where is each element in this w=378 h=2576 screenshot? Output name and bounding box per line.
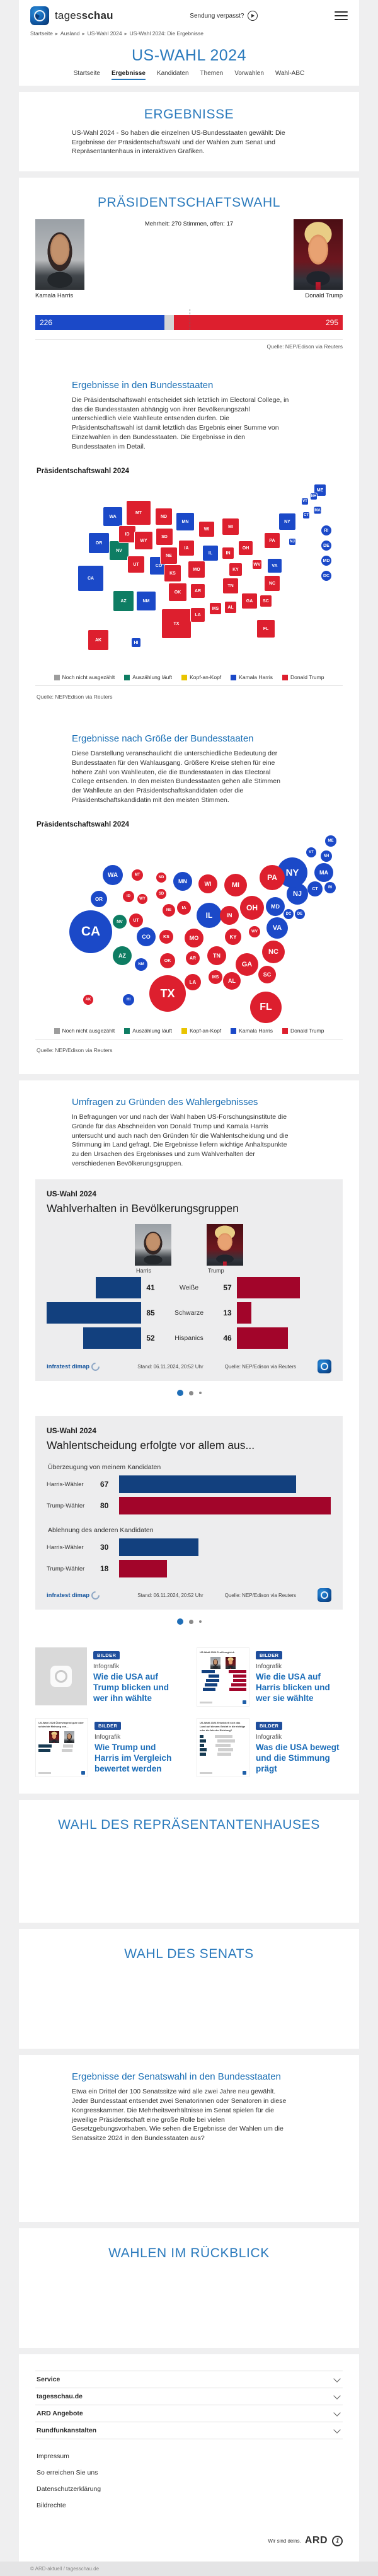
bubble-state-ME[interactable]: ME [325,835,336,847]
house-card [19,1800,359,1923]
demographics-rows [47,1276,331,1349]
map-state-FL[interactable]: FL [257,620,275,638]
us-states-map [35,478,343,667]
trump-bar [119,1560,167,1577]
bubble-state-WY[interactable]: WY [137,894,147,904]
infographic2-kicker: US-Wahl 2024 [47,1426,96,1436]
harris-value: 52 [146,1334,155,1343]
infographic-demographics [35,1179,343,1381]
legend-swatch-trump [282,675,288,680]
bubble-state-SC[interactable]: SC [258,966,276,983]
map-state-VT[interactable]: VT [302,500,307,504]
map-legend [35,668,343,685]
map-state-RI[interactable]: RI [321,525,331,535]
harris-photo-small [135,1224,171,1266]
map-state-AZ[interactable]: AZ [113,591,134,611]
map-state-TX[interactable]: TX [162,609,191,638]
legend-item: Kamala Harris [231,674,273,680]
carousel-dot[interactable] [189,1620,193,1624]
bubble-map-source: Quelle: NEP/Edison via Reuters [37,1047,113,1054]
bubble-state-VA[interactable]: VA [266,917,288,939]
senate-states-card [19,2055,359,2222]
legend-swatch-harris [231,675,236,680]
map-state-AR[interactable]: AR [191,584,205,598]
page-title: US-WAHL 2024 [132,47,246,64]
map-state-AL[interactable]: AL [225,602,236,613]
teaser-grid [35,1647,343,1794]
bubble-map-legend [35,1021,343,1039]
bubble-state-CA[interactable]: CA [69,910,112,953]
senate-states-text: Etwa ein Drittel der 100 Senatssitze wird alle zwei Jahre neu gewählt. Jeder Bundesstaat entsendet zwei Senatorinnen oder Senatoren in diese Kongresskammer. Die Mehrheitsverhältnisse im Senat spielen für die jeweilige Präsidentschaft eine große Rolle bei vielen Gesetzgebungsvorhaben. Wie sehen die Ergebnisse der Wahlen um die Senatssitze 2024 in den Bundesstaaten aus? [72,2088,287,2142]
bubble-state-MI[interactable]: MI [224,874,247,896]
bubble-state-AZ[interactable]: AZ [113,946,132,965]
size-heading: Ergebnisse nach Größe der Bundesstaaten [72,733,254,745]
legend-swatch-pending [54,675,60,680]
teaser-thumbnail-profile: US-Wahl 2024 Profilvergleich [197,1647,249,1707]
map-state-GA[interactable]: GA [242,593,257,609]
bubble-state-NM[interactable]: NM [135,958,147,971]
play-icon[interactable] [248,11,258,21]
bubble-state-MS[interactable]: MS [209,970,222,984]
chevron-down-icon [333,2392,340,2399]
bubble-state-WV[interactable]: WV [249,926,260,937]
donut-icon [89,1361,101,1372]
map-state-MS[interactable]: MS [210,603,221,614]
bubble-state-OK[interactable]: OK [160,953,175,968]
tab-wahl-abc[interactable]: Wahl-ABC [275,70,305,77]
teaser-4[interactable] [197,1718,343,1777]
ard-one-icon: 1 [331,2534,344,2548]
footer-accordion-rundfunkanstalten[interactable]: Rundfunkanstalten [35,2422,343,2439]
bubble-state-AL[interactable]: AL [223,972,241,990]
thumb-photo [226,1657,236,1669]
decision-groups [47,1463,331,1578]
teaser-kicker: Infografik [94,1734,121,1741]
map-state-MN[interactable]: MN [176,513,194,530]
harris-photo [35,219,84,290]
hamburger-menu-icon[interactable] [335,11,348,20]
map-state-VA[interactable]: VA [268,559,282,573]
map-state-AK[interactable]: AK [88,630,108,650]
bubble-state-NY[interactable]: NY [277,857,307,888]
decision-group-label: Überzeugung von meinem Kandidaten [48,1463,161,1472]
senate-states-heading: Ergebnisse der Senatswahl in den Bundesstaaten [72,2071,281,2083]
demographics-row [47,1276,331,1299]
trump-ev-count: 295 [325,318,338,328]
infographic2-stand: Stand: 06.11.2024, 20:52 Uhr [137,1592,203,1598]
copyright-bar: © ARD-aktuell / tagesschau.de [0,2562,378,2576]
electoral-college-bar[interactable] [35,315,343,330]
map-state-ID[interactable]: ID [119,526,135,542]
tagesschau-mini-logo [318,1360,331,1373]
trump-value: 46 [223,1334,232,1343]
trump-photo [294,219,343,290]
polls-card [19,1080,359,1794]
footer-accordion-tagesschau-de[interactable]: tagesschau.de [35,2388,343,2405]
bubble-state-KY[interactable]: KY [225,929,241,945]
bubble-state-PA[interactable]: PA [260,865,285,890]
polls-text: In Befragungen vor und nach der Wahl haben US-Forschungsinstitute die Gründe für das Abschneiden von Donald Trump und Kamala Harris untersucht und auch nach den Gründen für die Wahlentscheidung und die Stimmung im Land gefragt. Die Ergebnisse liefern wichtige Anhaltspunkte zu den Ursachen des Ergebnisses und zum Wahlverhalten der verschiedenen Bevölkerungsgruppen. [72,1113,289,1167]
teaser-kicker: Infografik [256,1663,282,1671]
teaser-kicker: Infografik [93,1663,120,1671]
polls-heading: Umfragen zu Gründen des Wahlergebnisses [72,1097,258,1108]
chevron-down-icon [333,2426,340,2433]
map-state-WV[interactable]: WV [253,560,261,569]
bubble-state-WA[interactable]: WA [103,865,123,885]
legend-item: Noch nicht ausgezählt [54,1028,115,1034]
legend-item: Kamala Harris [231,1028,273,1034]
category-label: Hispanics [175,1334,203,1342]
harris-value: 41 [146,1283,155,1293]
map-state-HI[interactable]: HI [132,638,140,647]
infographic1-source: Quelle: NEP/Edison via Reuters [224,1363,296,1370]
bubble-state-HI[interactable]: HI [123,994,134,1005]
bubble-state-CO[interactable]: CO [137,927,156,946]
carousel-dot[interactable] [189,1391,193,1395]
map-state-OH[interactable]: OH [239,541,253,555]
ard-logo: ARD [304,2535,328,2546]
legend-item: Auszählung läuft [124,1028,172,1034]
legend-swatch-counting [124,675,130,680]
bubble-state-LA[interactable]: LA [185,974,201,990]
breadcrumb-item[interactable]: US-Wahl 2024 [87,30,122,37]
teaser-thumbnail-mood: US-Wahl 2024 Entwickelt sich das Land auf diesem Gebiet in die richtige oder die falsche Richtung? [197,1718,249,1777]
map-state-MO[interactable]: MO [188,561,205,578]
map-state-PA[interactable]: PA [265,533,280,548]
carousel-dot[interactable] [199,1392,202,1394]
tagesschau-wordmark[interactable]: tagesschau [55,9,113,21]
bubble-state-OH[interactable]: OH [240,896,264,920]
teaser-title[interactable]: Wie Trump und Harris im Vergleich bewertet werden [94,1743,172,1774]
size-text: Diese Darstellung veranschaulicht die unterschiedliche Bedeutung der Bundesstaaten für den Wahlausgang. Größere Kreise stehen für eine höhere Zahl von Wahlleuten, die die Bundesstaaten in das Electoral College entsenden. In den meisten Bundesstaaten gehen alle Stimmen der Wahlleute an den Präsidentschaftskandidaten oder die Präsidentschaftskandidatin mit den meisten Stimmen. [72,750,280,804]
decision-row: Trump-Wähler 18 [47,1559,331,1578]
legend-item: Donald Trump [282,674,324,680]
map-state-NC[interactable]: NC [265,576,280,591]
legend-swatch-tossup [181,1028,187,1034]
map-state-MT[interactable]: MT [127,501,151,525]
map-state-WI[interactable]: WI [199,522,214,537]
majority-note: Mehrheit: 270 Stimmen, offen: 17 [144,220,234,228]
map-state-WY[interactable]: WY [135,532,152,549]
harris-bar [47,1302,141,1324]
category-label: Weiße [179,1284,199,1292]
bubble-state-CT[interactable]: CT [307,881,323,896]
ev-segment-Donald Trump[interactable] [174,315,343,330]
tab-ergebnisse[interactable]: Ergebnisse [112,70,146,80]
carousel-dots-1 [35,1385,343,1405]
decision-value: 18 [100,1564,109,1574]
teaser-1[interactable] [35,1647,181,1707]
bubble-state-SD[interactable]: SD [156,889,166,899]
bubble-state-TX[interactable]: TX [149,975,186,1012]
decision-value: 30 [100,1543,109,1552]
thumb-photo [64,1731,74,1743]
bubble-state-MN[interactable]: MN [173,872,192,891]
footer-link-bildrechte[interactable]: Bildrechte [37,2502,66,2510]
ev-segment-offen[interactable] [164,315,174,330]
harris-bar [96,1277,141,1298]
teaser-title[interactable]: Wie die USA auf Harris blicken und wer sie wählte [256,1672,330,1703]
carousel-dots-2 [35,1613,343,1634]
bubble-state-MO[interactable]: MO [185,929,203,947]
breadcrumb-separator: ▸ [82,31,85,37]
tagesschau-logo-icon[interactable] [30,6,49,25]
review-card [19,2228,359,2348]
map-state-IL[interactable]: IL [203,546,218,561]
globe-icon [50,1666,72,1687]
infographic2-title: Wahlentscheidung erfolgte vor allem aus... [47,1439,255,1452]
demographics-row [47,1327,331,1349]
map-state-MI[interactable]: MI [222,518,239,535]
footer-link-datenschutzerkl-rung[interactable]: Datenschutzerklärung [37,2485,101,2493]
bubble-state-IL[interactable]: IL [197,903,222,928]
house-heading: WAHL DES REPRÄSENTANTENHAUSES [58,1818,320,1833]
thumb-photo [49,1731,59,1743]
trump-bar [237,1277,300,1298]
breadcrumb-separator: ▸ [55,31,58,37]
bubble-state-VT[interactable]: VT [306,847,316,857]
bubble-state-NC[interactable]: NC [262,941,285,963]
map-state-KY[interactable]: KY [229,563,242,576]
map-state-NH[interactable]: NH [311,495,317,499]
breadcrumb-item[interactable]: US-Wahl 2024: Die Ergebnisse [129,30,203,37]
intro-card [19,92,359,171]
harris-bar [119,1475,296,1493]
breadcrumb-separator: ▸ [124,31,127,37]
infographic1-stand: Stand: 06.11.2024, 20:52 Uhr [137,1363,203,1370]
carousel-dot-active[interactable] [177,1390,183,1396]
ev-segment-Kamala Harris[interactable] [35,315,164,330]
bubble-state-MD[interactable]: MD [266,897,285,916]
map-state-ND[interactable]: ND [156,508,172,525]
site-header-card [19,0,359,86]
thumb-photo [210,1657,220,1669]
teaser-2[interactable] [197,1647,343,1707]
harris-name: Kamala Harris [35,292,74,300]
legend-item: Auszählung läuft [124,674,172,680]
map-state-IA[interactable]: IA [179,541,194,556]
legend-swatch-tossup [181,675,187,680]
bubble-state-NV[interactable]: NV [113,915,127,929]
chevron-down-icon [333,2375,340,2382]
teaser-thumbnail-rating: US-Wahl 2024 Überwiegend gute oder schlechte Meinung von... [35,1718,88,1777]
map-state-WA[interactable]: WA [103,507,122,526]
teaser-thumbnail-placeholder [35,1647,87,1705]
bubble-state-TN[interactable]: TN [207,946,226,965]
infographic1-title: Wahlverhalten in Bevölkerungsgruppen [47,1202,239,1215]
bubble-state-MA[interactable]: MA [314,863,333,882]
trump-column-label: Trump [208,1268,224,1274]
bubble-state-FL[interactable]: FL [250,992,282,1023]
bilder-badge: BILDER [94,1722,121,1730]
infographic-decision [35,1416,343,1610]
decision-row: Harris-Wähler 30 [47,1538,331,1557]
bilder-badge: BILDER [93,1651,120,1659]
bubble-state-WI[interactable]: WI [198,874,217,893]
president-card [19,178,359,1074]
map-state-NM[interactable]: NM [137,592,156,610]
teaser-3[interactable] [35,1718,181,1777]
map-source: Quelle: NEP/Edison via Reuters [37,694,113,701]
legend-item: Kopf-an-Kopf [181,674,221,680]
bubble-state-DE[interactable]: DE [295,909,305,919]
demographics-row [47,1302,331,1324]
carousel-dot-active[interactable] [177,1618,183,1625]
site-footer [19,2354,359,2562]
missed-show-link[interactable]: Sendung verpasst? [190,12,244,20]
bubble-state-AR[interactable]: AR [186,951,200,965]
trump-bar [119,1497,331,1514]
legend-item: Noch nicht ausgezählt [54,674,115,680]
trump-photo-small [207,1224,243,1266]
bubble-state-KS[interactable]: KS [159,930,173,944]
map-state-NJ[interactable]: NJ [290,540,295,544]
decision-value: 80 [100,1501,109,1511]
teaser-title[interactable]: Wie die USA auf Trump blicken und wer ihn wählte [93,1672,169,1703]
legend-item: Donald Trump [282,1028,324,1034]
infographic2-source: Quelle: NEP/Edison via Reuters [224,1592,296,1598]
legend-item: Kopf-an-Kopf [181,1028,221,1034]
map-chart-label: Präsidentschaftswahl 2024 [37,467,130,476]
bubble-state-UT[interactable]: UT [129,913,143,927]
map-state-UT[interactable]: UT [128,556,144,573]
bubble-state-OR[interactable]: OR [91,891,107,907]
intro-text: US-Wahl 2024 - So haben die einzelnen US-Bundesstaaten gewählt: Die Ergebnisse der Präsidentschaftswahl und der Wahlen zum Senat und Repräsentantenhaus in interaktiven Grafiken. [72,129,285,156]
map-state-DE[interactable]: DE [321,541,331,551]
infratest-dimap-logo: infratest dimap [47,1591,100,1600]
map-state-ME[interactable]: ME [314,484,326,496]
tagesschau-mini-logo [318,1588,331,1602]
harris-ev-count: 226 [40,318,53,328]
map-state-NV[interactable]: NV [110,541,129,560]
map-state-NY[interactable]: NY [279,513,295,530]
us-states-bubble-map [35,831,343,1020]
bubble-state-DC[interactable]: DC [284,909,294,919]
tab-vorwahlen[interactable]: Vorwahlen [234,70,264,77]
map-state-CA[interactable]: CA [78,566,103,591]
tab-startseite[interactable]: Startseite [73,70,100,77]
map-state-NE[interactable]: NE [161,547,177,564]
map-state-MD[interactable]: MD [321,556,331,566]
map-state-IN[interactable]: IN [222,547,234,559]
map-state-CO[interactable]: CO [150,557,168,575]
bubble-state-RI[interactable]: RI [324,882,336,893]
map-state-MA[interactable]: MA [314,507,321,514]
bubble-state-MT[interactable]: MT [132,869,143,881]
harris-column-label: Harris [136,1268,151,1274]
footer-accordions [35,2371,343,2439]
footer-link-so-erreichen-sie-uns[interactable]: So erreichen Sie uns [37,2469,98,2477]
footer-accordion-service[interactable]: Service [35,2371,343,2388]
trump-value: 13 [223,1308,232,1318]
section-tabs [19,70,359,86]
teaser-title[interactable]: Was die USA bewegt und die Stimmung prägt [256,1743,340,1774]
candidates-module [35,219,343,314]
map-state-OK[interactable]: OK [169,583,186,601]
president-heading: PRÄSIDENTSCHAFTSWAHL [97,195,281,210]
bubble-state-NH[interactable]: NH [321,850,332,862]
footer-link-impressum[interactable]: Impressum [37,2453,69,2461]
map-state-DC[interactable]: DC [321,571,331,581]
map-state-KS[interactable]: KS [164,565,181,581]
ard-brand-row [35,2535,343,2550]
tab-themen[interactable]: Themen [200,70,224,77]
harris-bar [119,1538,198,1556]
harris-bar [83,1327,141,1349]
bilder-badge: BILDER [256,1722,282,1730]
breadcrumb [19,28,359,40]
category-label: Schwarze [174,1309,204,1317]
bubble-state-NE[interactable]: NE [163,904,175,917]
states-text: Die Präsidentschaftswahl entscheidet sich letztlich im Electoral College, in das die Bundesstaaten abhängig von ihrer Bevölkerungszahl unterschiedlich viele Wahlleute entsenden dürfen. Die Präsidentschaftswahl ist damit letztlich das Ergebnis einer Summe von Einzelwahlen in den Bundesstaaten. Die Ergebnisse in den Bundesstaaten im Detail. [72,396,289,450]
footer-accordion-ard-angebote[interactable]: ARD Angebote [35,2405,343,2422]
donut-icon [89,1589,101,1601]
map-state-SD[interactable]: SD [156,529,173,545]
bubble-chart-label: Präsidentschaftswahl 2024 [37,821,130,829]
bubble-state-ID[interactable]: ID [123,891,134,902]
bubble-state-IA[interactable]: IA [177,901,191,915]
carousel-dot[interactable] [199,1620,202,1623]
trump-bar [237,1302,251,1324]
legend-swatch-trump [282,1028,288,1034]
teaser-kicker: Infografik [256,1734,282,1741]
bubble-state-NJ[interactable]: NJ [287,883,308,905]
legend-swatch-counting [124,1028,130,1034]
chevron-down-icon [333,2409,340,2416]
legend-swatch-pending [54,1028,60,1034]
legend-swatch-harris [231,1028,236,1034]
senate-card [19,1929,359,2049]
infographic1-kicker: US-Wahl 2024 [47,1189,96,1199]
bubble-state-IN[interactable]: IN [220,906,239,925]
map-state-OR[interactable]: OR [89,533,109,553]
president-source: Quelle: NEP/Edison via Reuters [266,343,343,350]
bubble-state-GA[interactable]: GA [236,953,258,976]
map-state-CT[interactable]: CT [304,513,309,518]
bubble-state-ND[interactable]: ND [156,873,166,883]
tab-kandidaten[interactable]: Kandidaten [156,70,189,77]
decision-row: Trump-Wähler 80 [47,1496,331,1515]
bilder-badge: BILDER [256,1651,282,1659]
senate-heading: WAHL DES SENATS [124,1947,254,1962]
ard-tagline: Wir sind deins. [268,2538,301,2544]
trump-value: 57 [223,1283,232,1293]
map-state-TN[interactable]: TN [223,578,238,593]
decision-row: Harris-Wähler 67 [47,1475,331,1494]
states-heading: Ergebnisse in den Bundesstaaten [72,380,214,391]
bubble-state-AK[interactable]: AK [83,995,93,1005]
breadcrumb-item[interactable]: Startseite [30,30,53,37]
intro-heading: ERGEBNISSE [144,107,234,122]
decision-value: 67 [100,1480,109,1489]
map-state-LA[interactable]: LA [191,608,205,622]
infratest-dimap-logo: infratest dimap [47,1363,100,1371]
review-heading: WAHLEN IM RÜCKBLICK [108,2246,270,2261]
decision-group-label: Ablehnung des anderen Kandidaten [48,1526,154,1535]
footer-links [35,2448,343,2514]
trump-name: Donald Trump [305,292,343,300]
map-state-SC[interactable]: SC [260,595,272,607]
harris-value: 85 [146,1308,155,1318]
trump-bar [237,1327,288,1349]
breadcrumb-item[interactable]: Ausland [60,30,80,37]
